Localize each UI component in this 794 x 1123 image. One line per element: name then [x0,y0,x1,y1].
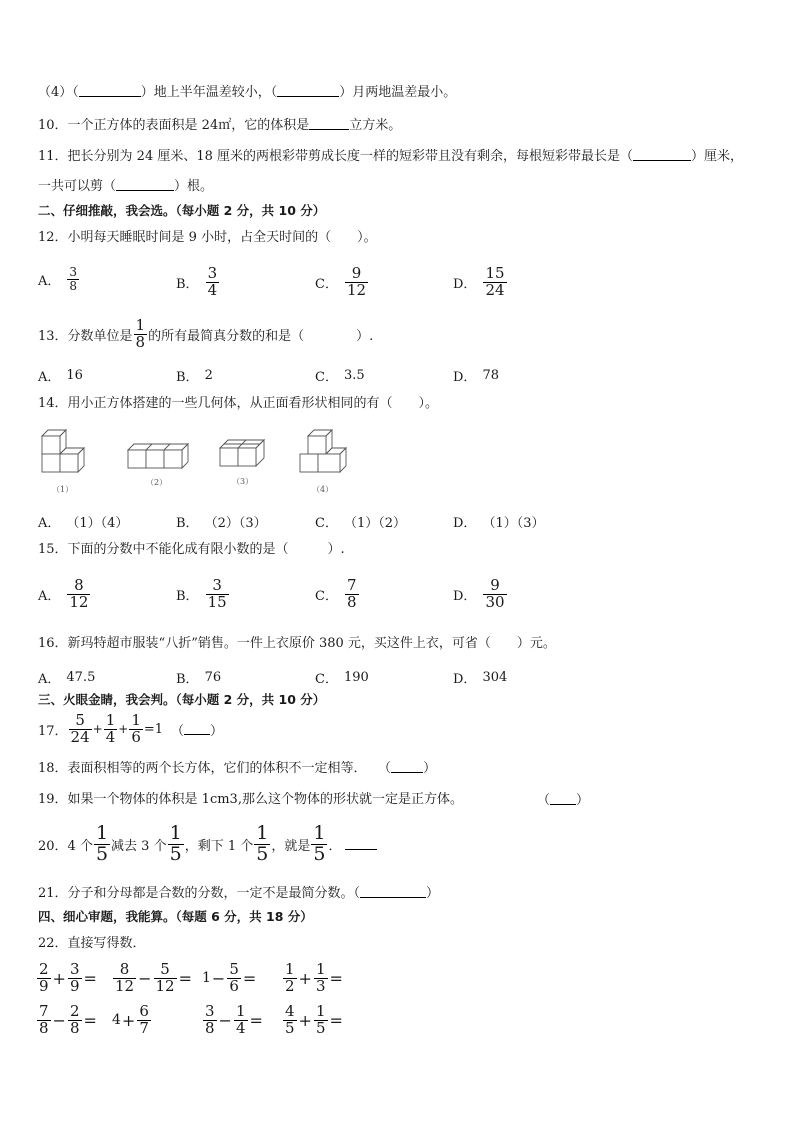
question-17: 17． 5 24 + $\frac{1}{4}$ + $\frac{1}{6}$ =1 （ ） [38,711,224,746]
q4-line: （4）（ ）地上半年温差较小，（ ）月两地温差最小。 [38,85,457,100]
question-20: 20．4 个 1 5 减去 3 个 1 5 ，剩下 1 个 1 5 ，就是 1 5 ． [38,824,377,865]
question-13-stem: 13．分数单位是 1 8 的所有最简真分数的和是（ ）. [38,316,374,351]
fraction: $\frac{1}{6}$ [131,711,141,746]
q16-option-d[interactable]: D． 304 [453,670,508,687]
fraction: 9 12 [346,264,367,299]
answer-blank[interactable] [550,793,576,805]
answer-blank[interactable] [360,886,426,898]
q14-option-d[interactable]: D． （1）（3） [453,516,545,531]
cube-figure-2 [126,440,190,474]
q15-option-d[interactable]: D． 9 30 [453,576,505,611]
q16-option-a[interactable]: A． 47.5 [38,670,96,687]
calc-item: 3 8 − $\frac{1}{4}$ = [205,1002,263,1037]
q13-option-b[interactable]: B． 2 [176,368,213,385]
figure-caption-4: （4） [312,485,334,494]
q13-option-d[interactable]: D． 78 [453,368,499,385]
fraction: 3 8 [69,265,78,293]
calc-item: 8 12 − $\frac{5}{12}$ = [115,960,192,995]
answer-blank[interactable] [116,179,174,191]
fraction: 1 8 [135,316,146,351]
fraction: 1 5 [313,822,326,865]
section-3-heading: 三、火眼金睛，我会判。（每小题 2 分，共 10 分） [38,692,326,707]
q14-option-a[interactable]: A． （1）（4） [38,516,129,531]
fraction: 7 8 [346,576,357,611]
answer-blank[interactable] [184,723,210,735]
question-19: 19．如果一个物体的体积是 1cm3,那么这个物体的形状就一定是正方体。 [38,792,463,807]
answer-blank[interactable] [277,85,339,97]
answer-blank[interactable] [391,761,423,773]
q16-option-b[interactable]: B． 76 [176,670,222,687]
cube-figure-1 [38,428,98,478]
calc-item: 2 9 + $\frac{3}{9}$ = [39,960,97,995]
cube-figure-4 [298,428,350,478]
calc-item: 4 + $\frac{6}{7}$ [112,1002,149,1037]
question-18: 18．表面积相等的两个长方体，它们的体积不一定相等． （ ） [38,761,437,776]
fraction: 1 5 [256,822,269,865]
question-12-stem: 12．小明每天睡眠时间是 9 小时，占全天时间的（ ）。 [38,230,377,245]
fraction: 5 24 [70,711,90,746]
fraction: 15 24 [485,264,505,299]
fraction: 1 5 [95,822,109,865]
cube-figure-3 [216,438,268,472]
section-2-heading: 二、仔细推敲，我会选。（每小题 2 分，共 10 分） [38,203,326,218]
answer-blank[interactable] [79,85,141,97]
q15-option-a[interactable]: A． 8 12 [38,576,89,611]
fraction: 3 4 [207,264,218,299]
calc-item: 1 2 + $\frac{1}{3}$ = [285,960,343,995]
q19-answer: （ ） [537,793,590,808]
fraction: $\frac{1}{4}$ [105,711,116,746]
q13-option-a[interactable]: A． 16 [38,368,83,385]
question-11-line1: 11．把长分别为 24 厘米、18 厘米的两根彩带剪成长度一样的短彩带且没有剩余，每根短彩带最长是（ ）厘米， [38,149,744,164]
q15-option-c[interactable]: C． 7 8 [315,576,357,611]
question-15-stem: 15．下面的分数中不能化成有限小数的是（ ）. [38,542,345,557]
fraction: 1 5 [169,822,182,865]
figure-caption-1: （1） [52,485,74,494]
q12-option-b[interactable]: B． 3 4 [176,264,218,299]
q12-option-d[interactable]: D． 15 24 [453,264,505,299]
question-11-line2: 一共可以剪（ ）根。 [38,179,214,194]
fraction: 8 12 [69,576,89,611]
figure-caption-2: （2） [146,478,168,487]
answer-blank[interactable] [633,149,691,161]
calc-item: 4 5 + $\frac{1}{5}$ = [285,1002,343,1037]
q14-option-b[interactable]: B． （2）（3） [176,516,267,531]
question-21: 21．分子和分母都是合数的分数，一定不是最简分数。（ ） [38,886,440,901]
fraction: 9 30 [485,576,505,611]
question-14-stem: 14．用小正方体搭建的一些几何体，从正面看形状相同的有（ ）。 [38,396,439,411]
q15-option-b[interactable]: B． 3 15 [176,576,227,611]
calc-item: 7 8 − $\frac{2}{8}$ = [39,1002,97,1037]
fraction: 3 15 [207,576,227,611]
q12-option-a[interactable]: A． 3 8 [38,265,78,293]
figure-caption-3: （3） [232,477,254,486]
question-16-stem: 16．新玛特超市服装“八折”销售。一件上衣原价 380 元，买这件上衣，可省（ ）元。 [38,636,556,651]
q13-option-c[interactable]: C． 3.5 [315,368,365,385]
question-10: 10．一个正方体的表面积是 24㎡，它的体积是 立方米。 [38,118,402,133]
answer-blank[interactable] [309,118,349,130]
q14-option-c[interactable]: C． （1）（2） [315,516,406,531]
calc-item: 1 − $\frac{5}{6}$ = [202,960,257,995]
answer-blank[interactable] [345,838,377,850]
q16-option-c[interactable]: C． 190 [315,670,369,687]
q12-option-c[interactable]: C． 9 12 [315,264,367,299]
question-22-stem: 22．直接写得数． [38,936,146,951]
section-4-heading: 四、细心审题，我能算。（每题 6 分，共 18 分） [38,909,313,924]
